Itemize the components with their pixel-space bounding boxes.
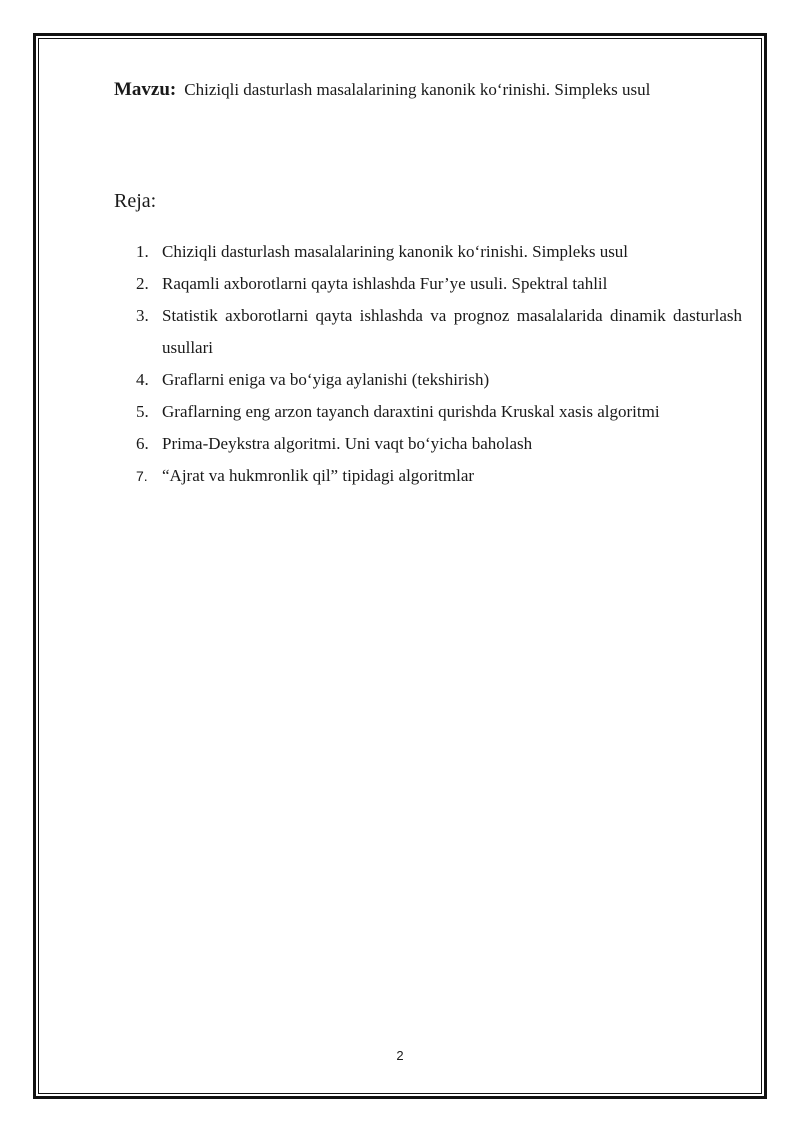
plan-item-2 — [136, 268, 742, 300]
plan-list — [136, 236, 742, 492]
topic-text: Chiziqli dasturlash masalalarining kanonik koʻrinishi. Simpleks usul — [184, 80, 651, 99]
plan-item-text: Prima-Deykstra algoritmi. Uni vaqt boʻyicha baholash — [162, 434, 533, 453]
plan-item-text: Graflarni eniga va boʻyiga aylanishi (tekshirish) — [162, 370, 490, 389]
plan-item-number: 4. — [136, 370, 149, 389]
plan-item-number: 3. — [136, 306, 149, 325]
plan-item-text: Statistik axborotlarni qayta ishlashda va prognoz masalalarida dinamik dasturlash usullari — [162, 306, 742, 357]
plan-item-number: 6. — [136, 434, 149, 453]
plan-item-7 — [136, 460, 742, 492]
plan-item-text: “Ajrat va hukmronlik qil” tipidagi algoritmlar — [162, 466, 475, 485]
plan-item-number: 1. — [136, 242, 149, 261]
plan-item-number: 2. — [136, 274, 149, 293]
plan-item-4 — [136, 364, 742, 396]
page-number: 2 — [396, 1048, 404, 1063]
plan-item-text: Raqamli axborotlarni qayta ishlashda Fur’ye usuli. Spektral tahlil — [162, 274, 608, 293]
plan-item-number: 5. — [136, 402, 149, 421]
plan-item-text: Graflarning eng arzon tayanch daraxtini qurishda Kruskal xasis algoritmi — [162, 402, 660, 421]
topic-line — [114, 78, 754, 102]
topic-label: Mavzu: — [114, 79, 177, 100]
plan-item-6 — [136, 428, 742, 460]
plan-heading: Reja: — [114, 190, 157, 212]
plan-item-1 — [136, 236, 742, 268]
plan-item-number: 7. — [136, 468, 148, 484]
plan-item-3 — [136, 300, 742, 364]
plan-item-5 — [136, 396, 742, 428]
plan-item-text: Chiziqli dasturlash masalalarining kanonik koʻrinishi. Simpleks usul — [162, 242, 629, 261]
